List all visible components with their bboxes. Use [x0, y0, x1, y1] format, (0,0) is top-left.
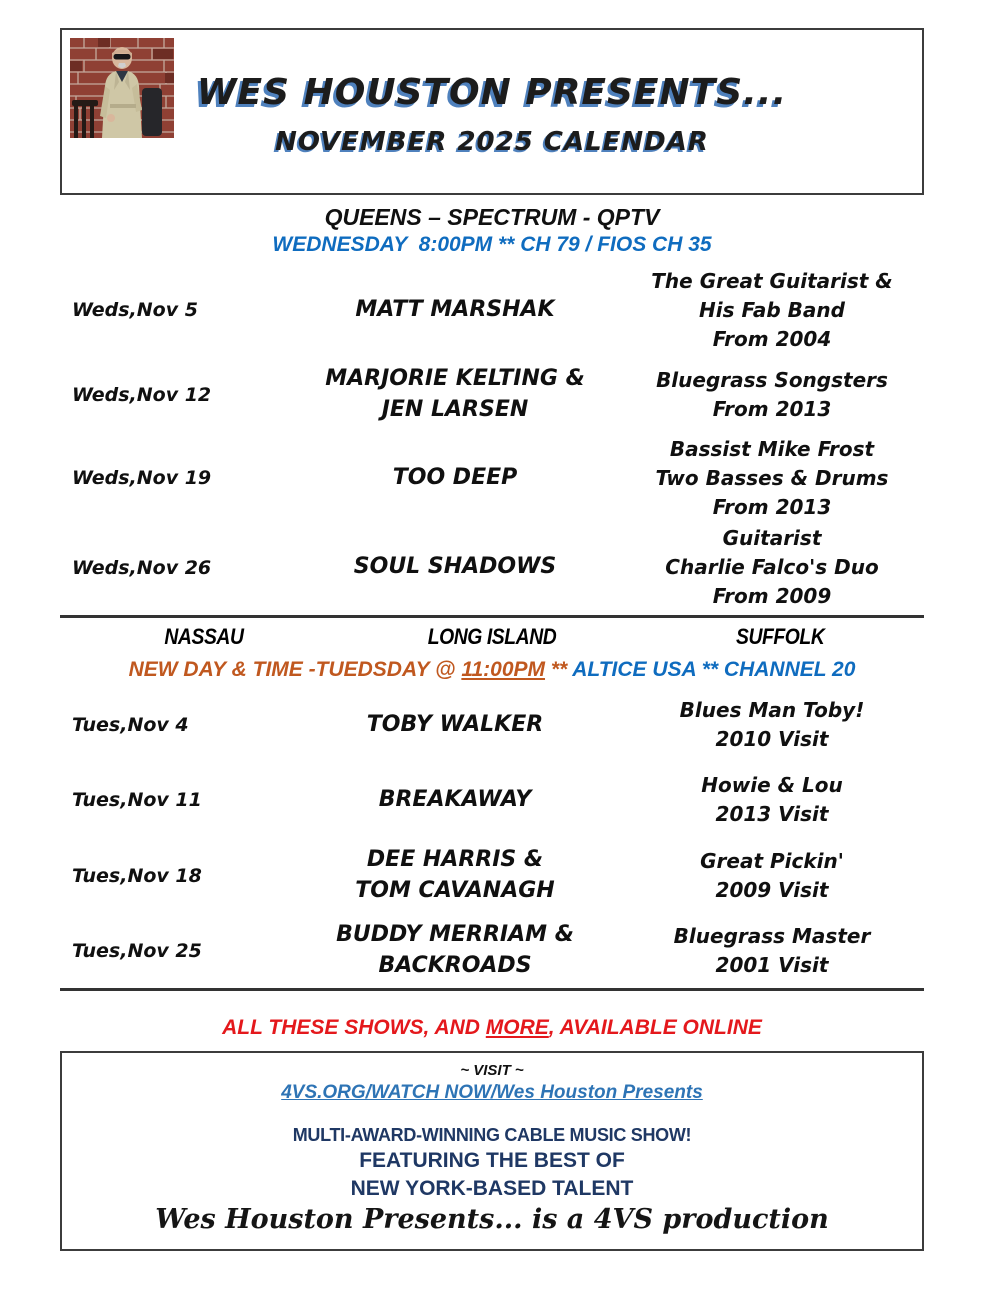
- schedule-time: 11:00PM: [461, 658, 546, 681]
- table-row: [60, 262, 924, 358]
- show-artist: [290, 358, 620, 432]
- artist-line: JEN LARSEN: [381, 397, 529, 422]
- show-description: [620, 524, 924, 611]
- header-banner: [60, 28, 924, 195]
- show-artist: [290, 262, 620, 358]
- description-line: Howie & Lou: [701, 773, 843, 797]
- description-line: His Fab Band: [699, 297, 845, 322]
- table-row: [60, 358, 924, 432]
- schedule-text-blue: ALTICE USA ** CHANNEL 20: [567, 658, 856, 681]
- show-date: Weds,Nov 26: [72, 556, 212, 579]
- description-line: 2001 Visit: [715, 953, 829, 977]
- region-long-island: LONG ISLAND: [427, 624, 557, 649]
- artist-line: BUDDY MERRIAM &: [336, 922, 574, 948]
- show-date: Tues,Nov 11: [72, 789, 202, 811]
- artist-line: BACKROADS: [378, 953, 532, 978]
- schedule-text-orange: NEW DAY & TIME -TUEDSDAY @: [128, 658, 462, 681]
- talent-tagline: NEW YORK-BASED TALENT: [350, 1177, 634, 1200]
- show-description: [620, 688, 924, 762]
- region-nassau: NASSAU: [164, 624, 244, 649]
- artist-line: TOM CAVANAGH: [355, 878, 555, 903]
- production-signature: Wes Houston Presents... is a 4VS production: [155, 1204, 829, 1235]
- show-description: [620, 838, 924, 914]
- region-suffolk: SUFFOLK: [735, 624, 825, 649]
- description-line: 2010 Visit: [715, 727, 829, 751]
- artist-line: SOUL SHADOWS: [353, 554, 557, 580]
- artist-line: TOBY WALKER: [366, 711, 544, 737]
- region-headings: [60, 624, 924, 650]
- section-divider: [60, 988, 924, 991]
- description-line: From 2013: [712, 494, 832, 519]
- show-date: Weds,Nov 5: [72, 299, 198, 321]
- description-line: Great Pickin': [700, 849, 844, 873]
- online-availability-banner: [60, 1015, 924, 1041]
- table-row: [60, 914, 924, 988]
- show-artist: [290, 432, 620, 524]
- artist-line: BREAKAWAY: [378, 786, 532, 812]
- show-date: Weds,Nov 19: [72, 467, 212, 489]
- description-line: Bassist Mike Frost: [669, 436, 875, 461]
- banner-text: , AVAILABLE ONLINE: [548, 1016, 762, 1039]
- description-line: From 2004: [712, 326, 832, 351]
- featuring-tagline: FEATURING THE BEST OF: [359, 1149, 625, 1172]
- show-artist: [290, 914, 620, 988]
- description-line: The Great Guitarist &: [651, 268, 893, 293]
- artist-line: MATT MARSHAK: [355, 296, 555, 322]
- show-date: Tues,Nov 25: [72, 940, 202, 962]
- show-date: Tues,Nov 4: [72, 714, 189, 736]
- show-date: Weds,Nov 12: [72, 384, 212, 406]
- schedule-stars: **: [545, 658, 568, 681]
- artist-line: DEE HARRIS &: [366, 847, 544, 873]
- section-divider: [60, 615, 924, 618]
- description-line: From 2013: [712, 397, 832, 421]
- footer-box: [60, 1051, 924, 1251]
- long-island-schedule-line: [60, 656, 924, 684]
- table-row: [60, 838, 924, 914]
- show-description: [620, 262, 924, 358]
- watch-now-link[interactable]: 4VS.ORG/WATCH NOW/Wes Houston Presents: [281, 1082, 703, 1103]
- description-line: Two Basses & Drums: [655, 465, 889, 490]
- description-line: 2013 Visit: [715, 802, 829, 826]
- queens-section-heading: QUEENS – SPECTRUM - QPTV: [324, 204, 660, 230]
- artist-line: TOO DEEP: [392, 464, 518, 490]
- table-row: [60, 524, 924, 611]
- description-line: 2009 Visit: [715, 878, 829, 902]
- award-tagline: MULTI-AWARD-WINNING CABLE MUSIC SHOW!: [292, 1125, 692, 1145]
- artist-line: MARJORIE KELTING &: [325, 366, 585, 392]
- banner-text: ALL THESE SHOWS, AND: [222, 1016, 486, 1039]
- description-line: Blues Man Toby!: [679, 698, 865, 722]
- show-description: [620, 432, 924, 524]
- queens-schedule-line: WEDNESDAY 8:00PM ** CH 79 / FIOS CH 35: [272, 233, 712, 256]
- description-line: Charlie Falco's Duo: [665, 555, 879, 579]
- long-island-schedule-table: [60, 688, 924, 988]
- show-artist: [290, 762, 620, 838]
- header-titles: [62, 30, 922, 193]
- show-date: Tues,Nov 18: [72, 865, 202, 887]
- description-line: From 2009: [712, 584, 832, 608]
- show-artist: [290, 838, 620, 914]
- table-row: [60, 688, 924, 762]
- page-subtitle: NOVEMBER 2025 CALENDAR: [275, 127, 709, 157]
- show-description: [620, 762, 924, 838]
- queens-schedule-table: [60, 262, 924, 611]
- document-body: [60, 0, 924, 1251]
- show-artist: [290, 524, 620, 611]
- banner-emphasis: MORE: [485, 1016, 549, 1039]
- description-line: Bluegrass Master: [673, 924, 871, 948]
- visit-label: ~ VISIT ~: [460, 1062, 524, 1079]
- show-artist: [290, 688, 620, 762]
- table-row: [60, 762, 924, 838]
- table-row: [60, 432, 924, 524]
- page-title: WES HOUSTON PRESENTS...: [196, 72, 788, 113]
- description-line: Guitarist: [722, 526, 822, 550]
- description-line: Bluegrass Songsters: [656, 368, 888, 392]
- show-description: [620, 358, 924, 432]
- show-description: [620, 914, 924, 988]
